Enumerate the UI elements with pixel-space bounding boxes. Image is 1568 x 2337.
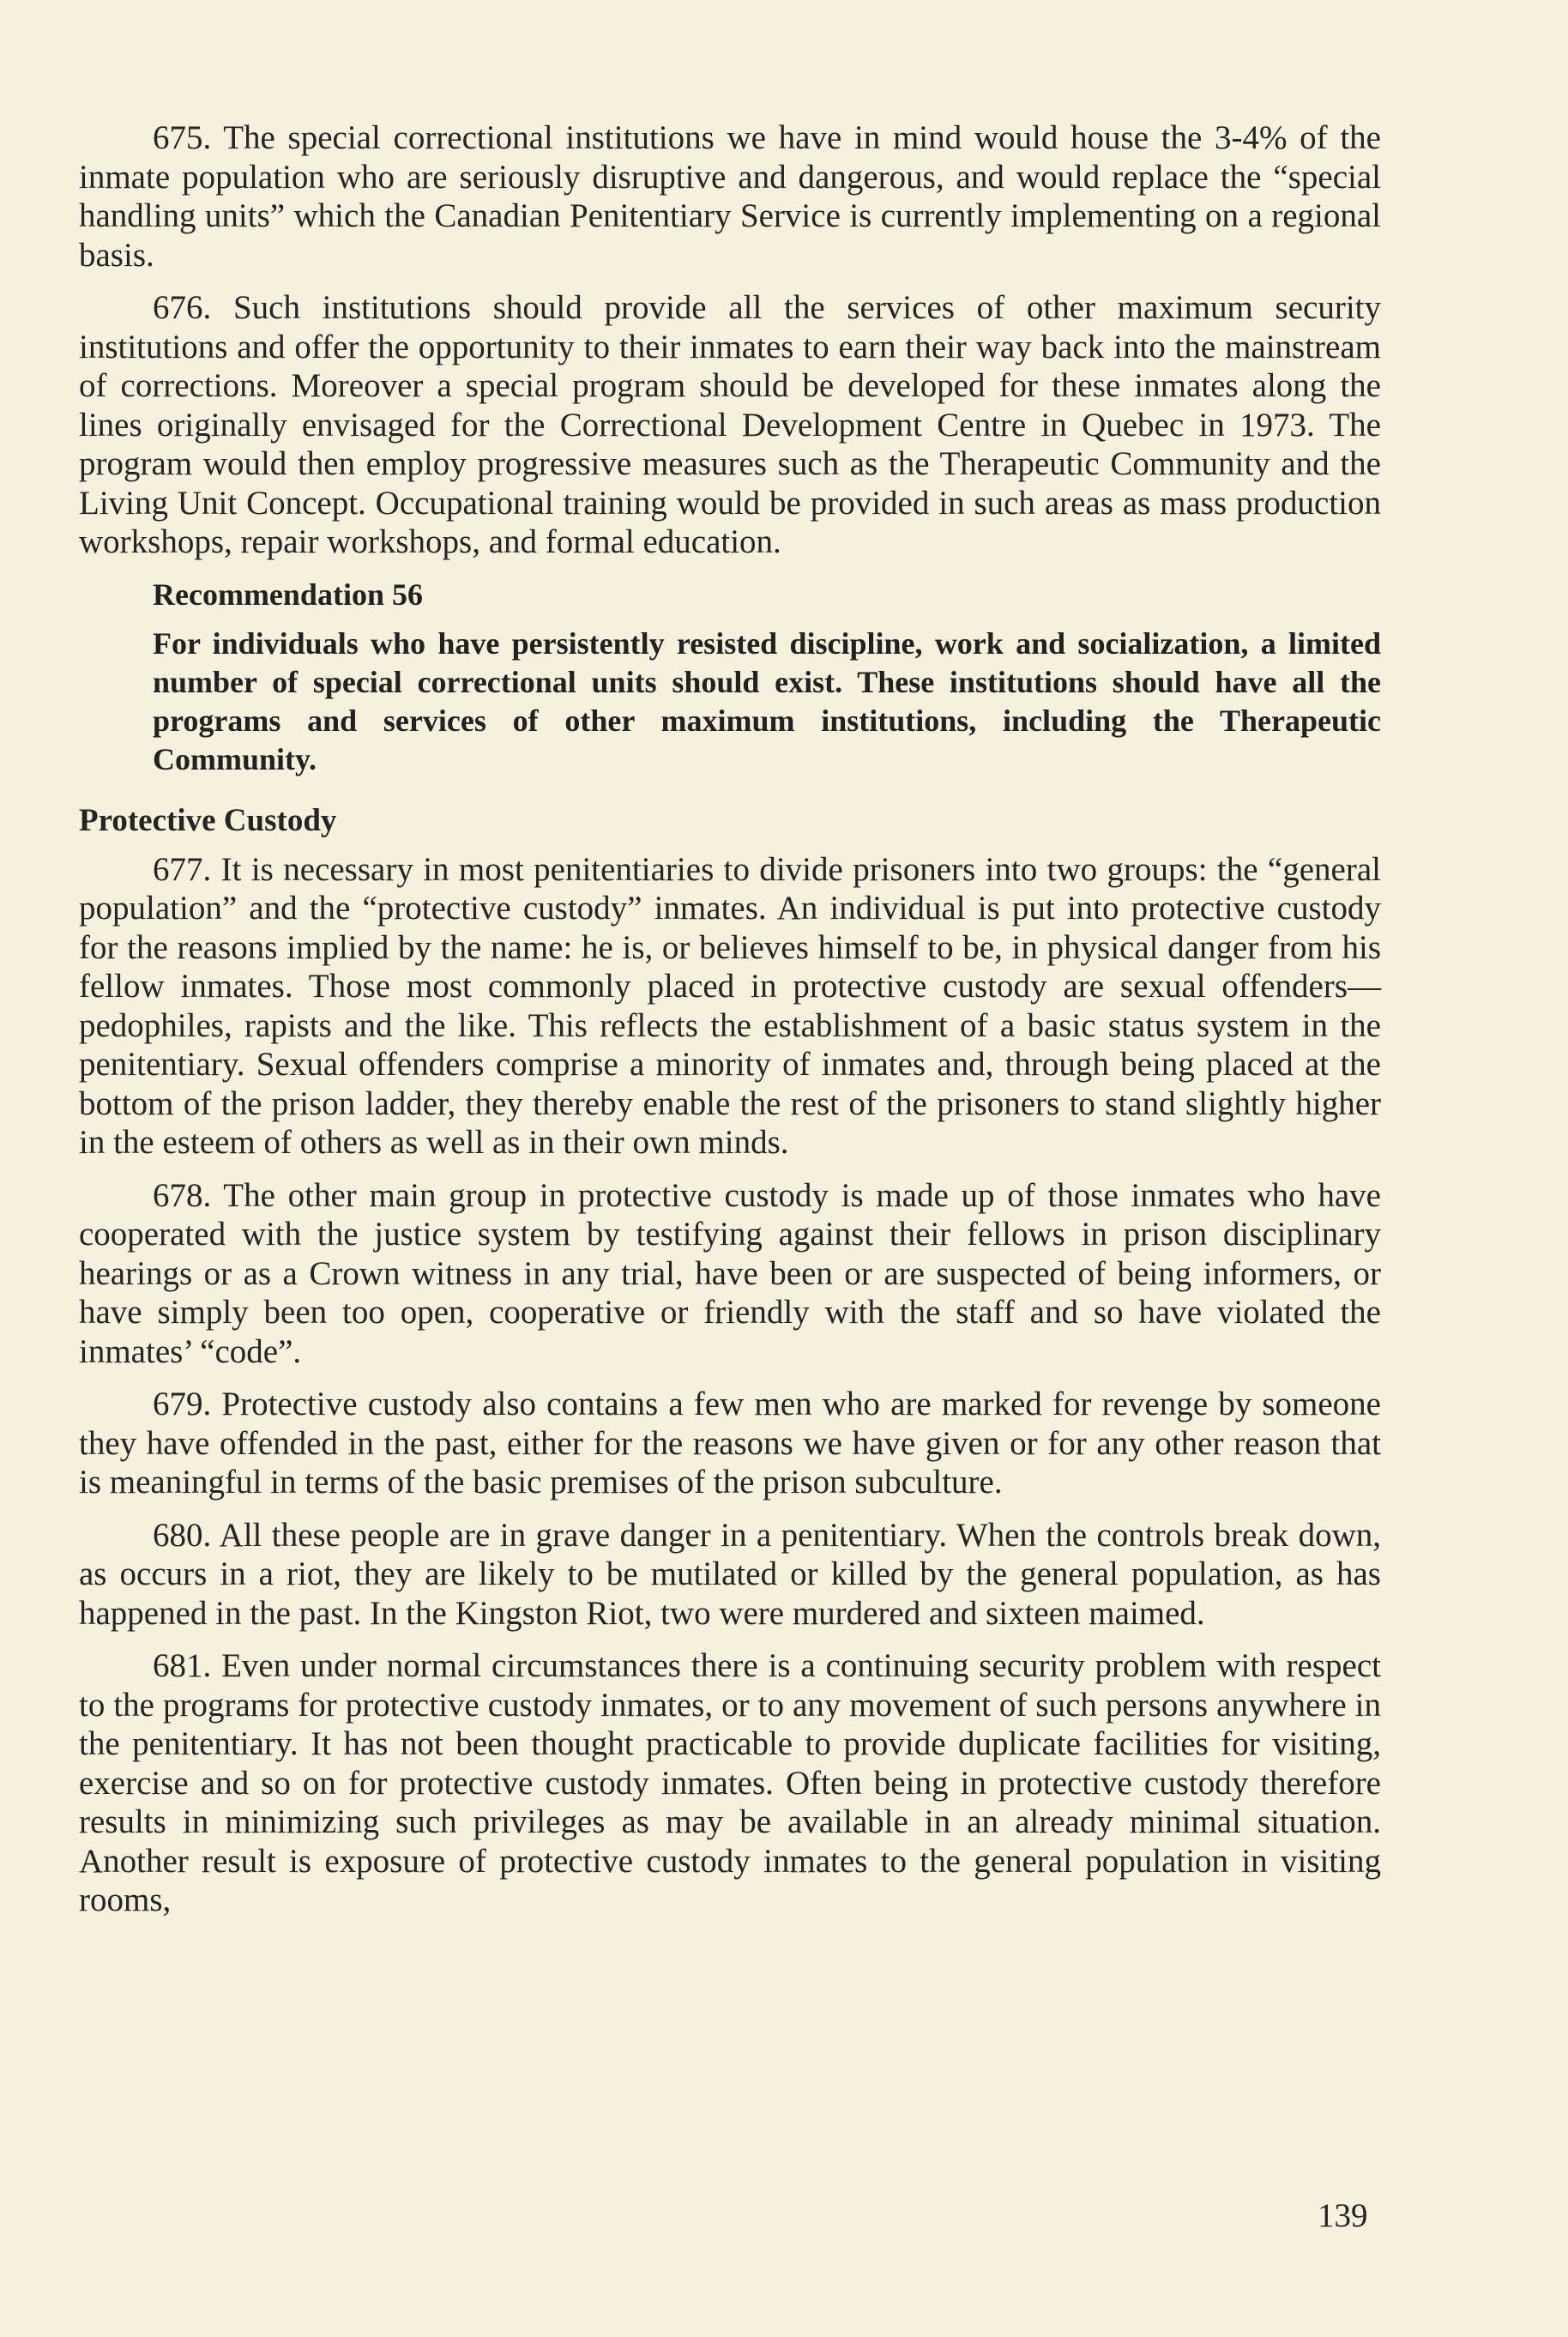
paragraph-676: 676. Such institutions should provide all the services of other maximum security institutions and offer the opportunity to their inmates to earn their way back into the mainstream of corrections. Moreover a special program should be developed for these inmates along the lines originally envisaged for the Correctional Development Centre in Quebec in 1973. The program would then employ progressive measures such as the Therapeutic Community and the Living Unit Concept. Occupational training would be provided in such areas as mass production workshops, repair workshops, and formal education. — [79, 289, 1381, 560]
paragraph-675: 675. The special correctional institutions we have in mind would house the 3-4% of the inmate population who are seriously disruptive and dangerous, and would replace the “special handling units” which the Canadian Penitentiary Service is currently implementing on a regional basis. — [79, 119, 1381, 274]
recommendation-block — [153, 576, 1381, 779]
recommendation-text: For individuals who have persistently resisted discipline, work and socialization, a limited number of special correctional units should exist. These institutions should have all the programs and services of other maximum institutions, including the Therapeutic Community. — [153, 625, 1381, 776]
page-number: 139 — [1318, 2197, 1368, 2234]
page-body — [79, 118, 1381, 1934]
paragraph-677: 677. It is necessary in most penitentiaries to divide prisoners into two groups: the “general population” and the “protective custody” inmates. An individual is put into protective custody for the reasons implied by the name: he is, or believes himself to be, in physical danger from his fellow inmates. Those most commonly placed in protective custody are sexual offenders—pedophiles, rapists and the like. This reflects the establishment of a basic status system in the penitentiary. Sexual offenders comprise a minority of inmates and, through being placed at the bottom of the prison ladder, they thereby enable the rest of the prisoners to stand slightly higher in the esteem of others as well as in their own minds. — [79, 850, 1381, 1161]
paragraph-679: 679. Protective custody also contains a few men who are marked for revenge by someone they have offended in the past, either for the reasons we have given or for any other reason that is meaningful in terms of the basic premises of the prison subculture. — [79, 1386, 1381, 1501]
paragraph-680: 680. All these people are in grave danger in a penitentiary. When the controls break down, as occurs in a riot, they are likely to be mutilated or killed by the general population, as has happened in the past. In the Kingston Riot, two were murdered and sixteen maimed. — [79, 1516, 1381, 1632]
recommendation-title: Recommendation 56 — [153, 577, 423, 612]
paragraph-681: 681. Even under normal circumstances there is a continuing security problem with respect to the programs for protective custody inmates, or to any movement of such persons anywhere in the penitentiary. It has not been thought practicable to provide duplicate facilities for visiting, exercise and so on for protective custody inmates. Often being in protective custody therefore results in minimizing such privileges as may be available in an already minimal situation. Another result is exposure of protective custody inmates to the general population in visiting rooms, — [79, 1647, 1381, 1918]
paragraph-678: 678. The other main group in protective custody is made up of those inmates who have cooperated with the justice system by testifying against their fellows in prison disciplinary hearings or as a Crown witness in any trial, have been or are suspected of being informers, or have simply been too open, cooperative or friendly with the staff and so have violated the inmates’ “code”. — [79, 1176, 1381, 1370]
section-heading: Protective Custody — [79, 802, 337, 838]
